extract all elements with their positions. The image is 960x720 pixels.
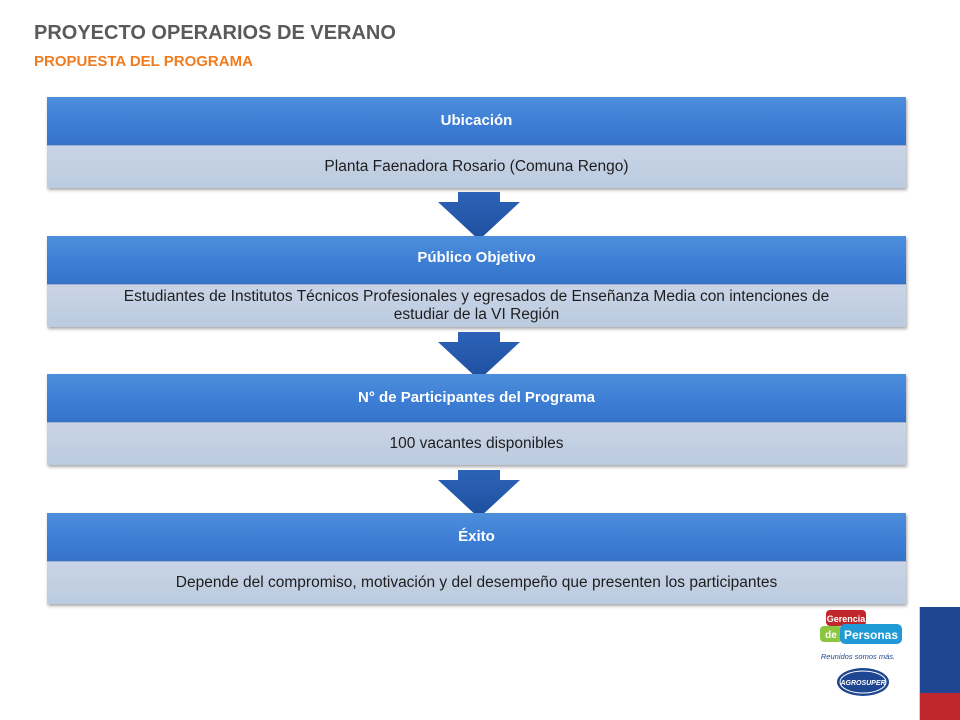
step-publico-objetivo <box>47 236 906 327</box>
down-arrow-icon <box>438 470 520 518</box>
step-text: Estudiantes de Institutos Técnicos Profesionales y egresados de Enseñanza Media con intenciones de estudiar de la VI Región <box>47 284 906 327</box>
step-text: 100 vacantes disponibles <box>47 422 906 465</box>
step-heading: Ubicación <box>47 97 906 145</box>
svg-text:Reunidos somos más.: Reunidos somos más. <box>820 652 896 661</box>
svg-text:Gerencia: Gerencia <box>826 614 866 624</box>
down-arrow-icon <box>438 332 520 380</box>
step-heading: Público Objetivo <box>47 236 906 284</box>
down-arrow-icon <box>438 192 520 240</box>
agrosuper-logo <box>836 667 890 697</box>
svg-text:de: de <box>825 630 837 641</box>
brand-bar-blue <box>920 607 960 693</box>
step-text: Planta Faenadora Rosario (Comuna Rengo) <box>47 145 906 188</box>
step-heading: N° de Participantes del Programa <box>47 374 906 422</box>
step-ubicacion <box>47 97 906 188</box>
step-heading: Éxito <box>47 513 906 561</box>
page-subtitle: PROPUESTA DEL PROGRAMA <box>34 53 253 70</box>
brand-bar-red <box>920 693 960 720</box>
gerencia-personas-logo <box>818 608 908 666</box>
svg-text:Personas: Personas <box>843 628 899 642</box>
step-exito <box>47 513 906 604</box>
page-title: PROYECTO OPERARIOS DE VERANO <box>34 22 396 44</box>
svg-text:AGROSUPER: AGROSUPER <box>840 680 886 687</box>
step-text: Depende del compromiso, motivación y del desempeño que presenten los participantes <box>47 561 906 604</box>
step-participantes <box>47 374 906 465</box>
